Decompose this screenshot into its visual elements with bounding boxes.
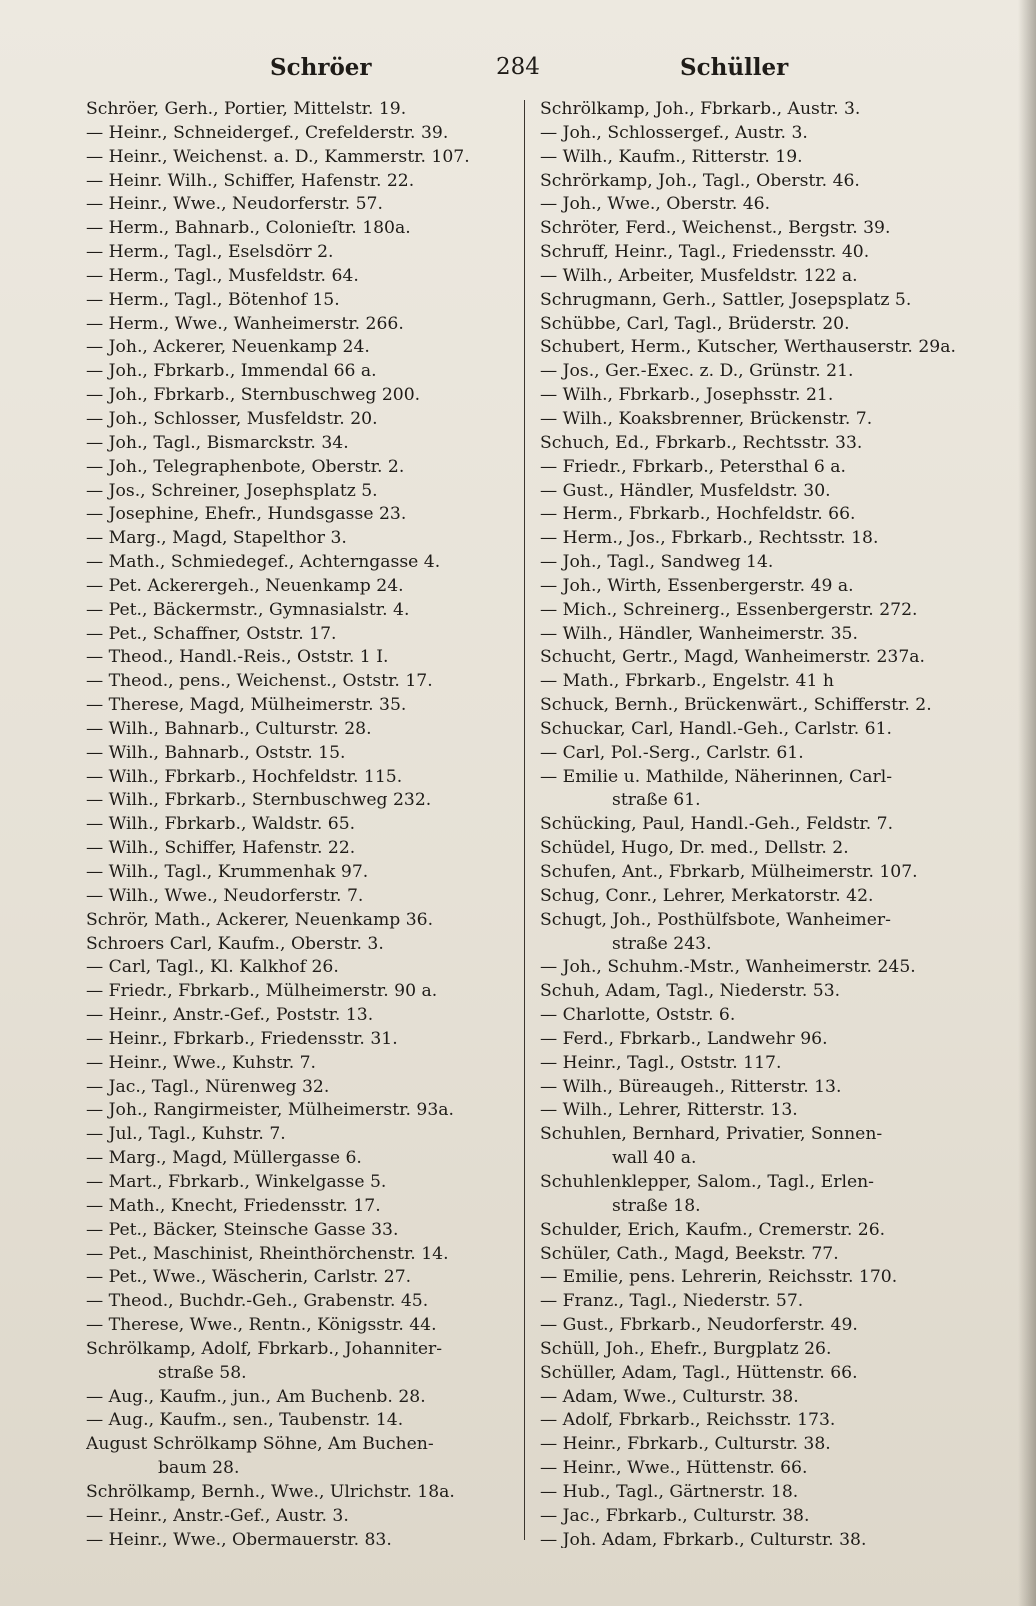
directory-entry: — Heinr., Weichenst. a. D., Kammerstr. 107. — [86, 146, 470, 167]
header-right-keyword: Schüller — [680, 54, 789, 81]
directory-entry: — Charlotte, Oststr. 6. — [540, 1005, 736, 1026]
directory-entry: — Heinr. Wilh., Schiffer, Hafenstr. 22. — [86, 170, 415, 191]
directory-entry: Schulder, Erich, Kaufm., Cremerstr. 26. — [540, 1219, 886, 1240]
directory-entry: — Pet., Bäckermstr., Gymnasialstr. 4. — [86, 599, 410, 620]
directory-entry: — Joh., Tagl., Bismarckstr. 34. — [86, 432, 349, 453]
directory-entry: straße 61. — [612, 790, 701, 811]
directory-entry: Schufen, Ant., Fbrkarb, Mülheimerstr. 107. — [540, 862, 918, 882]
directory-entry: Schuch, Ed., Fbrkarb., Rechtsstr. 33. — [540, 432, 863, 453]
directory-entry: Schubert, Herm., Kutscher, Werthauserstr. 29a. — [540, 337, 956, 358]
directory-entry: — Wilh., Fbrkarb., Sternbuschweg 232. — [86, 790, 432, 811]
directory-entry: — Pet., Wwe., Wäscherin, Carlstr. 27. — [86, 1267, 412, 1288]
directory-entry: Schüll, Joh., Ehefr., Burgplatz 26. — [540, 1338, 832, 1359]
directory-entry: — Aug., Kaufm., sen., Taubenstr. 14. — [86, 1410, 404, 1431]
directory-entry: — Joh., Ackerer, Neuenkamp 24. — [86, 337, 370, 358]
page-number: 284 — [496, 54, 540, 80]
directory-entry: — Math., Knecht, Friedensstr. 17. — [86, 1195, 381, 1216]
directory-entry: — Therese, Magd, Mülheimerstr. 35. — [86, 695, 407, 716]
directory-entry: — Therese, Wwe., Rentn., Königsstr. 44. — [86, 1315, 437, 1336]
directory-entry: — Wilh., Bahnarb., Oststr. 15. — [86, 742, 346, 763]
directory-entry: — Heinr., Tagl., Oststr. 117. — [540, 1052, 782, 1073]
directory-entry: Schröer, Gerh., Portier, Mittelstr. 19. — [86, 99, 407, 119]
directory-entry: Schrölkamp, Adolf, Fbrkarb., Johanniter- — [86, 1338, 443, 1359]
directory-entry: — Joh., Fbrkarb., Sternbuschweg 200. — [86, 385, 421, 406]
directory-entry: — Wilh., Kaufm., Ritterstr. 19. — [540, 146, 803, 167]
directory-entry: — Wilh., Koaksbrenner, Brückenstr. 7. — [540, 408, 873, 429]
book-spine-shadow — [1018, 0, 1036, 1606]
directory-entry: — Heinr., Schneidergef., Crefelderstr. 39. — [86, 122, 449, 143]
directory-entry: — Wilh., Lehrer, Ritterstr. 13. — [540, 1100, 798, 1121]
directory-entry: — Heinr., Wwe., Obermauerstr. 83. — [86, 1529, 392, 1548]
directory-entry: Schuckar, Carl, Handl.-Geh., Carlstr. 61. — [540, 718, 892, 739]
directory-entry: Schucht, Gertr., Magd, Wanheimerstr. 237a. — [540, 647, 925, 668]
directory-entry: — Herm., Jos., Fbrkarb., Rechtsstr. 18. — [540, 528, 879, 549]
directory-entry: — Heinr., Fbrkarb., Culturstr. 38. — [540, 1434, 831, 1455]
directory-entry: — Joh., Wirth, Essenbergerstr. 49 a. — [540, 575, 854, 596]
directory-entry: — Pet., Bäcker, Steinsche Gasse 33. — [86, 1219, 399, 1240]
directory-entry: — Mart., Fbrkarb., Winkelgasse 5. — [86, 1171, 387, 1192]
directory-entry: Schrölkamp, Joh., Fbrkarb., Austr. 3. — [540, 99, 861, 119]
directory-entry: — Math., Schmiedegef., Achterngasse 4. — [86, 552, 441, 573]
directory-entry: — Heinr., Fbrkarb., Friedensstr. 31. — [86, 1028, 398, 1049]
directory-entry: — Herm., Bahnarb., Colonieſtr. 180a. — [86, 218, 411, 239]
directory-entry: — Theod., Buchdr.-Geh., Grabenstr. 45. — [86, 1291, 429, 1312]
directory-entry: — Emilie, pens. Lehrerin, Reichsstr. 170. — [540, 1267, 898, 1288]
directory-entry: Schüler, Cath., Magd, Beekstr. 77. — [540, 1243, 839, 1264]
directory-entry: — Jul., Tagl., Kuhstr. 7. — [86, 1124, 286, 1145]
directory-entry: Schrörkamp, Joh., Tagl., Oberstr. 46. — [540, 170, 860, 191]
directory-entry: wall 40 a. — [612, 1148, 697, 1169]
directory-entry: straße 243. — [612, 933, 712, 954]
directory-entry: — Heinr., Anstr.-Gef., Poststr. 13. — [86, 1005, 374, 1026]
directory-entry: — Herm., Tagl., Eselsdörr 2. — [86, 242, 334, 263]
directory-entry: Schrölkamp, Bernh., Wwe., Ulrichstr. 18a. — [86, 1481, 455, 1502]
directory-entry: — Wilh., Arbeiter, Musfeldstr. 122 a. — [540, 265, 858, 286]
directory-entry: — Herm., Tagl., Bötenhof 15. — [86, 289, 340, 310]
directory-entry: — Joh., Schlossergef., Austr. 3. — [540, 122, 808, 143]
directory-entry: — Wilh., Händler, Wanheimerstr. 35. — [540, 623, 858, 644]
page-header — [0, 50, 1036, 90]
directory-entry: Schröter, Ferd., Weichenst., Bergstr. 39. — [540, 218, 891, 239]
directory-entry: — Joh., Schlosser, Musfeldstr. 20. — [86, 408, 378, 429]
directory-entry: Schrugmann, Gerh., Sattler, Josepsplatz 5. — [540, 289, 912, 310]
directory-entry: — Emilie u. Mathilde, Näherinnen, Carl- — [540, 766, 892, 787]
directory-entry: Schuh, Adam, Tagl., Niederstr. 53. — [540, 981, 841, 1002]
directory-entry: — Hub., Tagl., Gärtnerstr. 18. — [540, 1481, 799, 1502]
directory-entry: — Heinr., Anstr.-Gef., Austr. 3. — [86, 1505, 349, 1526]
directory-entry: — Adolf, Fbrkarb., Reichsstr. 173. — [540, 1410, 836, 1431]
directory-entry: — Jac., Tagl., Nürenweg 32. — [86, 1076, 330, 1097]
directory-entry: — Wilh., Büreaugeh., Ritterstr. 13. — [540, 1076, 842, 1097]
directory-entry: — Joh., Schuhm.-Mstr., Wanheimerstr. 245. — [540, 957, 916, 978]
directory-entry: Schruff, Heinr., Tagl., Friedensstr. 40. — [540, 242, 870, 263]
directory-entry: straße 58. — [158, 1362, 247, 1383]
directory-entry: Schücking, Paul, Handl.-Geh., Feldstr. 7. — [540, 814, 894, 835]
directory-entry: Schroers Carl, Kaufm., Oberstr. 3. — [86, 933, 384, 954]
directory-entry: — Herm., Wwe., Wanheimerstr. 266. — [86, 313, 404, 334]
directory-entry: Schrör, Math., Ackerer, Neuenkamp 36. — [86, 909, 434, 930]
directory-entry: — Franz., Tagl., Niederstr. 57. — [540, 1291, 804, 1312]
directory-entry: — Pet. Ackerergeh., Neuenkamp 24. — [86, 575, 404, 596]
directory-entry: — Friedr., Fbrkarb., Petersthal 6 a. — [540, 456, 846, 477]
directory-entry: — Heinr., Wwe., Kuhstr. 7. — [86, 1052, 317, 1073]
directory-entry: Schübbe, Carl, Tagl., Brüderstr. 20. — [540, 313, 850, 334]
directory-entry: Schüdel, Hugo, Dr. med., Dellstr. 2. — [540, 838, 849, 859]
directory-entry: — Theod., pens., Weichenst., Oststr. 17. — [86, 671, 433, 692]
directory-entry: — Herm., Tagl., Musfeldstr. 64. — [86, 265, 359, 286]
directory-entry: — Herm., Fbrkarb., Hochfeldstr. 66. — [540, 504, 856, 525]
left-column — [86, 98, 511, 1548]
header-left-keyword: Schröer — [270, 54, 372, 81]
directory-entry: — Mich., Schreinerg., Essenbergerstr. 272. — [540, 599, 918, 620]
directory-entry: — Heinr., Wwe., Neudorferstr. 57. — [86, 194, 383, 215]
directory-entry: — Wilh., Fbrkarb., Waldstr. 65. — [86, 814, 356, 835]
directory-entry: Schuhlen, Bernhard, Privatier, Sonnen- — [540, 1124, 883, 1145]
directory-entry: — Gust., Händler, Musfeldstr. 30. — [540, 480, 831, 501]
directory-entry: — Aug., Kaufm., jun., Am Buchenb. 28. — [86, 1386, 426, 1407]
directory-entry: — Wilh., Wwe., Neudorferstr. 7. — [86, 885, 364, 906]
directory-entry: Schuck, Bernh., Brückenwärt., Schifferstr. 2. — [540, 695, 932, 716]
directory-entry: — Joh., Tagl., Sandweg 14. — [540, 552, 774, 573]
directory-entry: — Friedr., Fbrkarb., Mülheimerstr. 90 a. — [86, 981, 438, 1002]
column-divider — [524, 100, 525, 1540]
directory-entry: — Marg., Magd, Müllergasse 6. — [86, 1148, 362, 1169]
directory-entry: — Theod., Handl.-Reis., Oststr. 1 I. — [86, 647, 389, 668]
directory-entry: — Pet., Schaffner, Oststr. 17. — [86, 623, 337, 644]
directory-entry: — Adam, Wwe., Culturstr. 38. — [540, 1386, 799, 1407]
directory-entry: — Josephine, Ehefr., Hundsgasse 23. — [86, 504, 407, 525]
directory-entry: Schuhlenklepper, Salom., Tagl., Erlen- — [540, 1171, 874, 1192]
directory-entry: — Heinr., Wwe., Hüttenstr. 66. — [540, 1458, 808, 1479]
directory-entry: Schug, Conr., Lehrer, Merkatorstr. 42. — [540, 885, 874, 906]
directory-entry: August Schrölkamp Söhne, Am Buchen- — [86, 1434, 434, 1455]
directory-entry: — Wilh., Tagl., Krummenhak 97. — [86, 862, 369, 882]
directory-entry: — Joh., Rangirmeister, Mülheimerstr. 93a. — [86, 1100, 454, 1121]
directory-entry: — Joh., Wwe., Oberstr. 46. — [540, 194, 771, 215]
directory-entry: Schugt, Joh., Posthülfsbote, Wanheimer- — [540, 909, 891, 930]
directory-entry: — Joh., Fbrkarb., Immendal 66 a. — [86, 361, 377, 382]
right-column — [540, 98, 970, 1548]
directory-entry: — Joh., Telegraphenbote, Oberstr. 2. — [86, 456, 405, 477]
directory-entry: — Wilh., Schiffer, Hafenstr. 22. — [86, 838, 356, 859]
directory-entry: — Gust., Fbrkarb., Neudorferstr. 49. — [540, 1315, 858, 1336]
directory-entry: — Carl, Tagl., Kl. Kalkhof 26. — [86, 957, 339, 978]
directory-entry: — Jac., Fbrkarb., Culturstr. 38. — [540, 1505, 810, 1526]
directory-entry: Schüller, Adam, Tagl., Hüttenstr. 66. — [540, 1362, 858, 1383]
directory-entry: — Wilh., Fbrkarb., Hochfeldstr. 115. — [86, 766, 403, 787]
directory-entry: — Ferd., Fbrkarb., Landwehr 96. — [540, 1028, 828, 1049]
directory-entry: — Wilh., Bahnarb., Culturstr. 28. — [86, 718, 372, 739]
directory-entry: — Jos., Schreiner, Josephsplatz 5. — [86, 480, 378, 501]
directory-entry: straße 18. — [612, 1195, 701, 1216]
directory-entry: — Joh. Adam, Fbrkarb., Culturstr. 38. — [540, 1529, 867, 1548]
directory-entry: — Carl, Pol.-Serg., Carlstr. 61. — [540, 742, 804, 763]
directory-entry: — Pet., Maschinist, Rheinthörchenstr. 14. — [86, 1243, 449, 1264]
directory-entry: — Jos., Ger.-Exec. z. D., Grünstr. 21. — [540, 361, 854, 382]
directory-entry: — Wilh., Fbrkarb., Josephsstr. 21. — [540, 385, 834, 406]
directory-entry: — Marg., Magd, Stapelthor 3. — [86, 528, 347, 549]
directory-entry: — Math., Fbrkarb., Engelstr. 41 h — [540, 671, 834, 692]
directory-entry: baum 28. — [158, 1458, 240, 1479]
